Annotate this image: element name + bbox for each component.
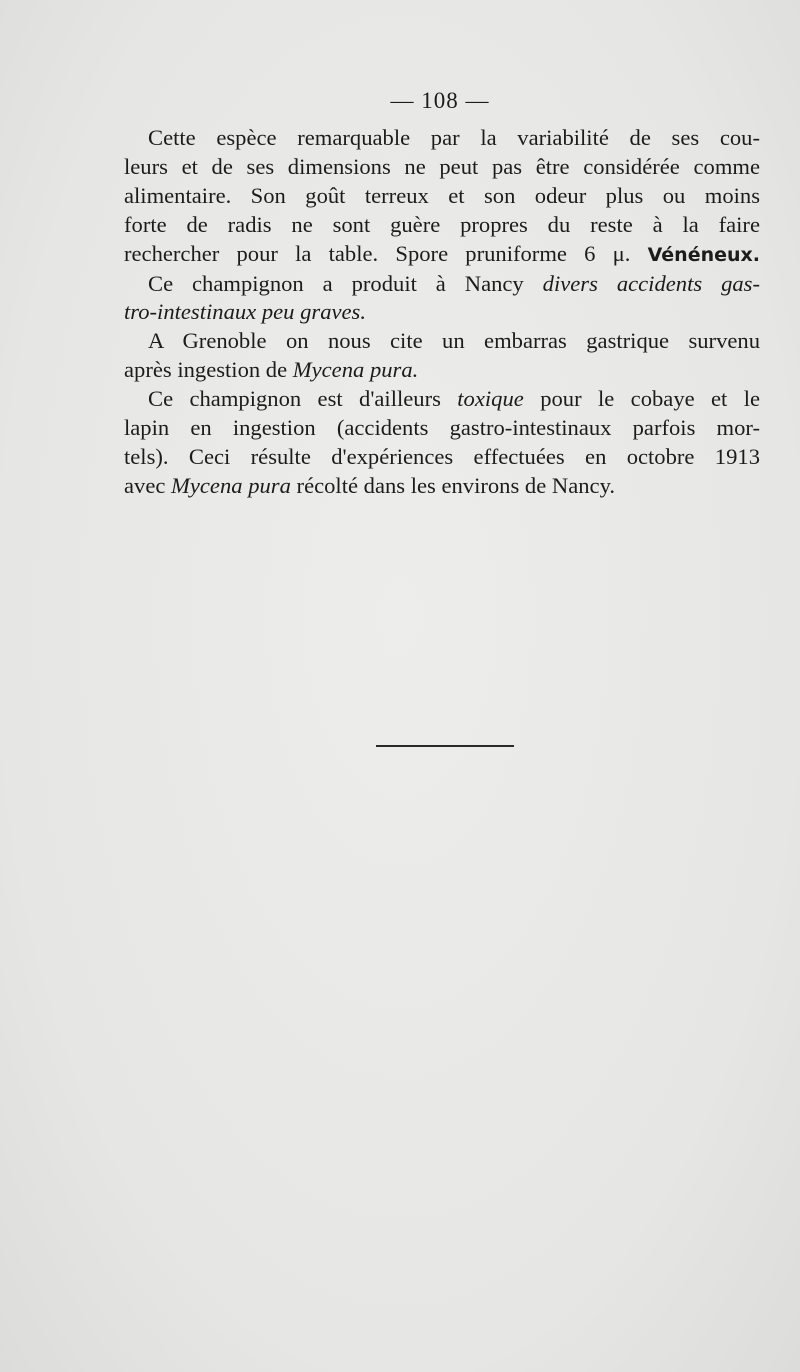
paragraph-1-line-2: leurs et de ses dimensions ne peut pas être considérée comme xyxy=(124,153,760,179)
paragraph-2-text: Ce champignon a produit à Nancy xyxy=(148,270,524,296)
paragraph-1-line-3: alimentaire. Son goût terreux et son odeur plus ou moins xyxy=(124,182,760,208)
toxicity-label: Vénéneux. xyxy=(647,243,760,266)
paragraph-1-line-1: Cette espèce remarquable par la variabilité de ses cou- xyxy=(148,125,760,150)
paragraph-4-line-1 xyxy=(124,385,760,414)
paragraph-3-line-2 xyxy=(124,356,760,385)
species-name: Mycena pura xyxy=(171,472,291,498)
page-number: — 108 — xyxy=(390,88,490,113)
toxic-word: toxique xyxy=(457,386,524,412)
paragraph-4-text-d: récolté dans les environs de Nancy. xyxy=(296,472,616,498)
paragraph-3-line-1: A Grenoble on nous cite un embarras gastrique survenu xyxy=(148,328,760,354)
paragraph-2-line-1 xyxy=(124,270,760,299)
paragraph-3-text: après ingestion de xyxy=(124,357,288,383)
paragraph-2-line-2: tro-intestinaux peu graves. xyxy=(124,299,367,325)
paragraph-4-text-a: Ce champignon est d'ailleurs xyxy=(148,386,441,412)
paragraph-4-text-b: pour le cobaye et le xyxy=(540,386,761,412)
paragraph-1-line-4: forte de radis ne sont guère propres du reste à la faire xyxy=(124,211,760,237)
spore-text: rechercher pour la table. Spore pruniforme 6 μ. xyxy=(124,240,631,266)
paragraph-1-line-5 xyxy=(124,240,760,270)
paragraph-2-italic: divers accidents gas- xyxy=(542,270,760,296)
paragraph-4-line-4 xyxy=(124,472,760,501)
species-name: Mycena pura. xyxy=(292,357,419,383)
body-text xyxy=(124,124,760,501)
section-divider xyxy=(376,745,514,747)
paragraph-4-line-2: lapin en ingestion (accidents gastro-intestinaux parfois mor- xyxy=(124,415,760,441)
paragraph-4-text-c: avec xyxy=(124,472,166,498)
paragraph-4-line-3: tels). Ceci résulte d'expériences effectuées en octobre 1913 xyxy=(124,443,760,469)
